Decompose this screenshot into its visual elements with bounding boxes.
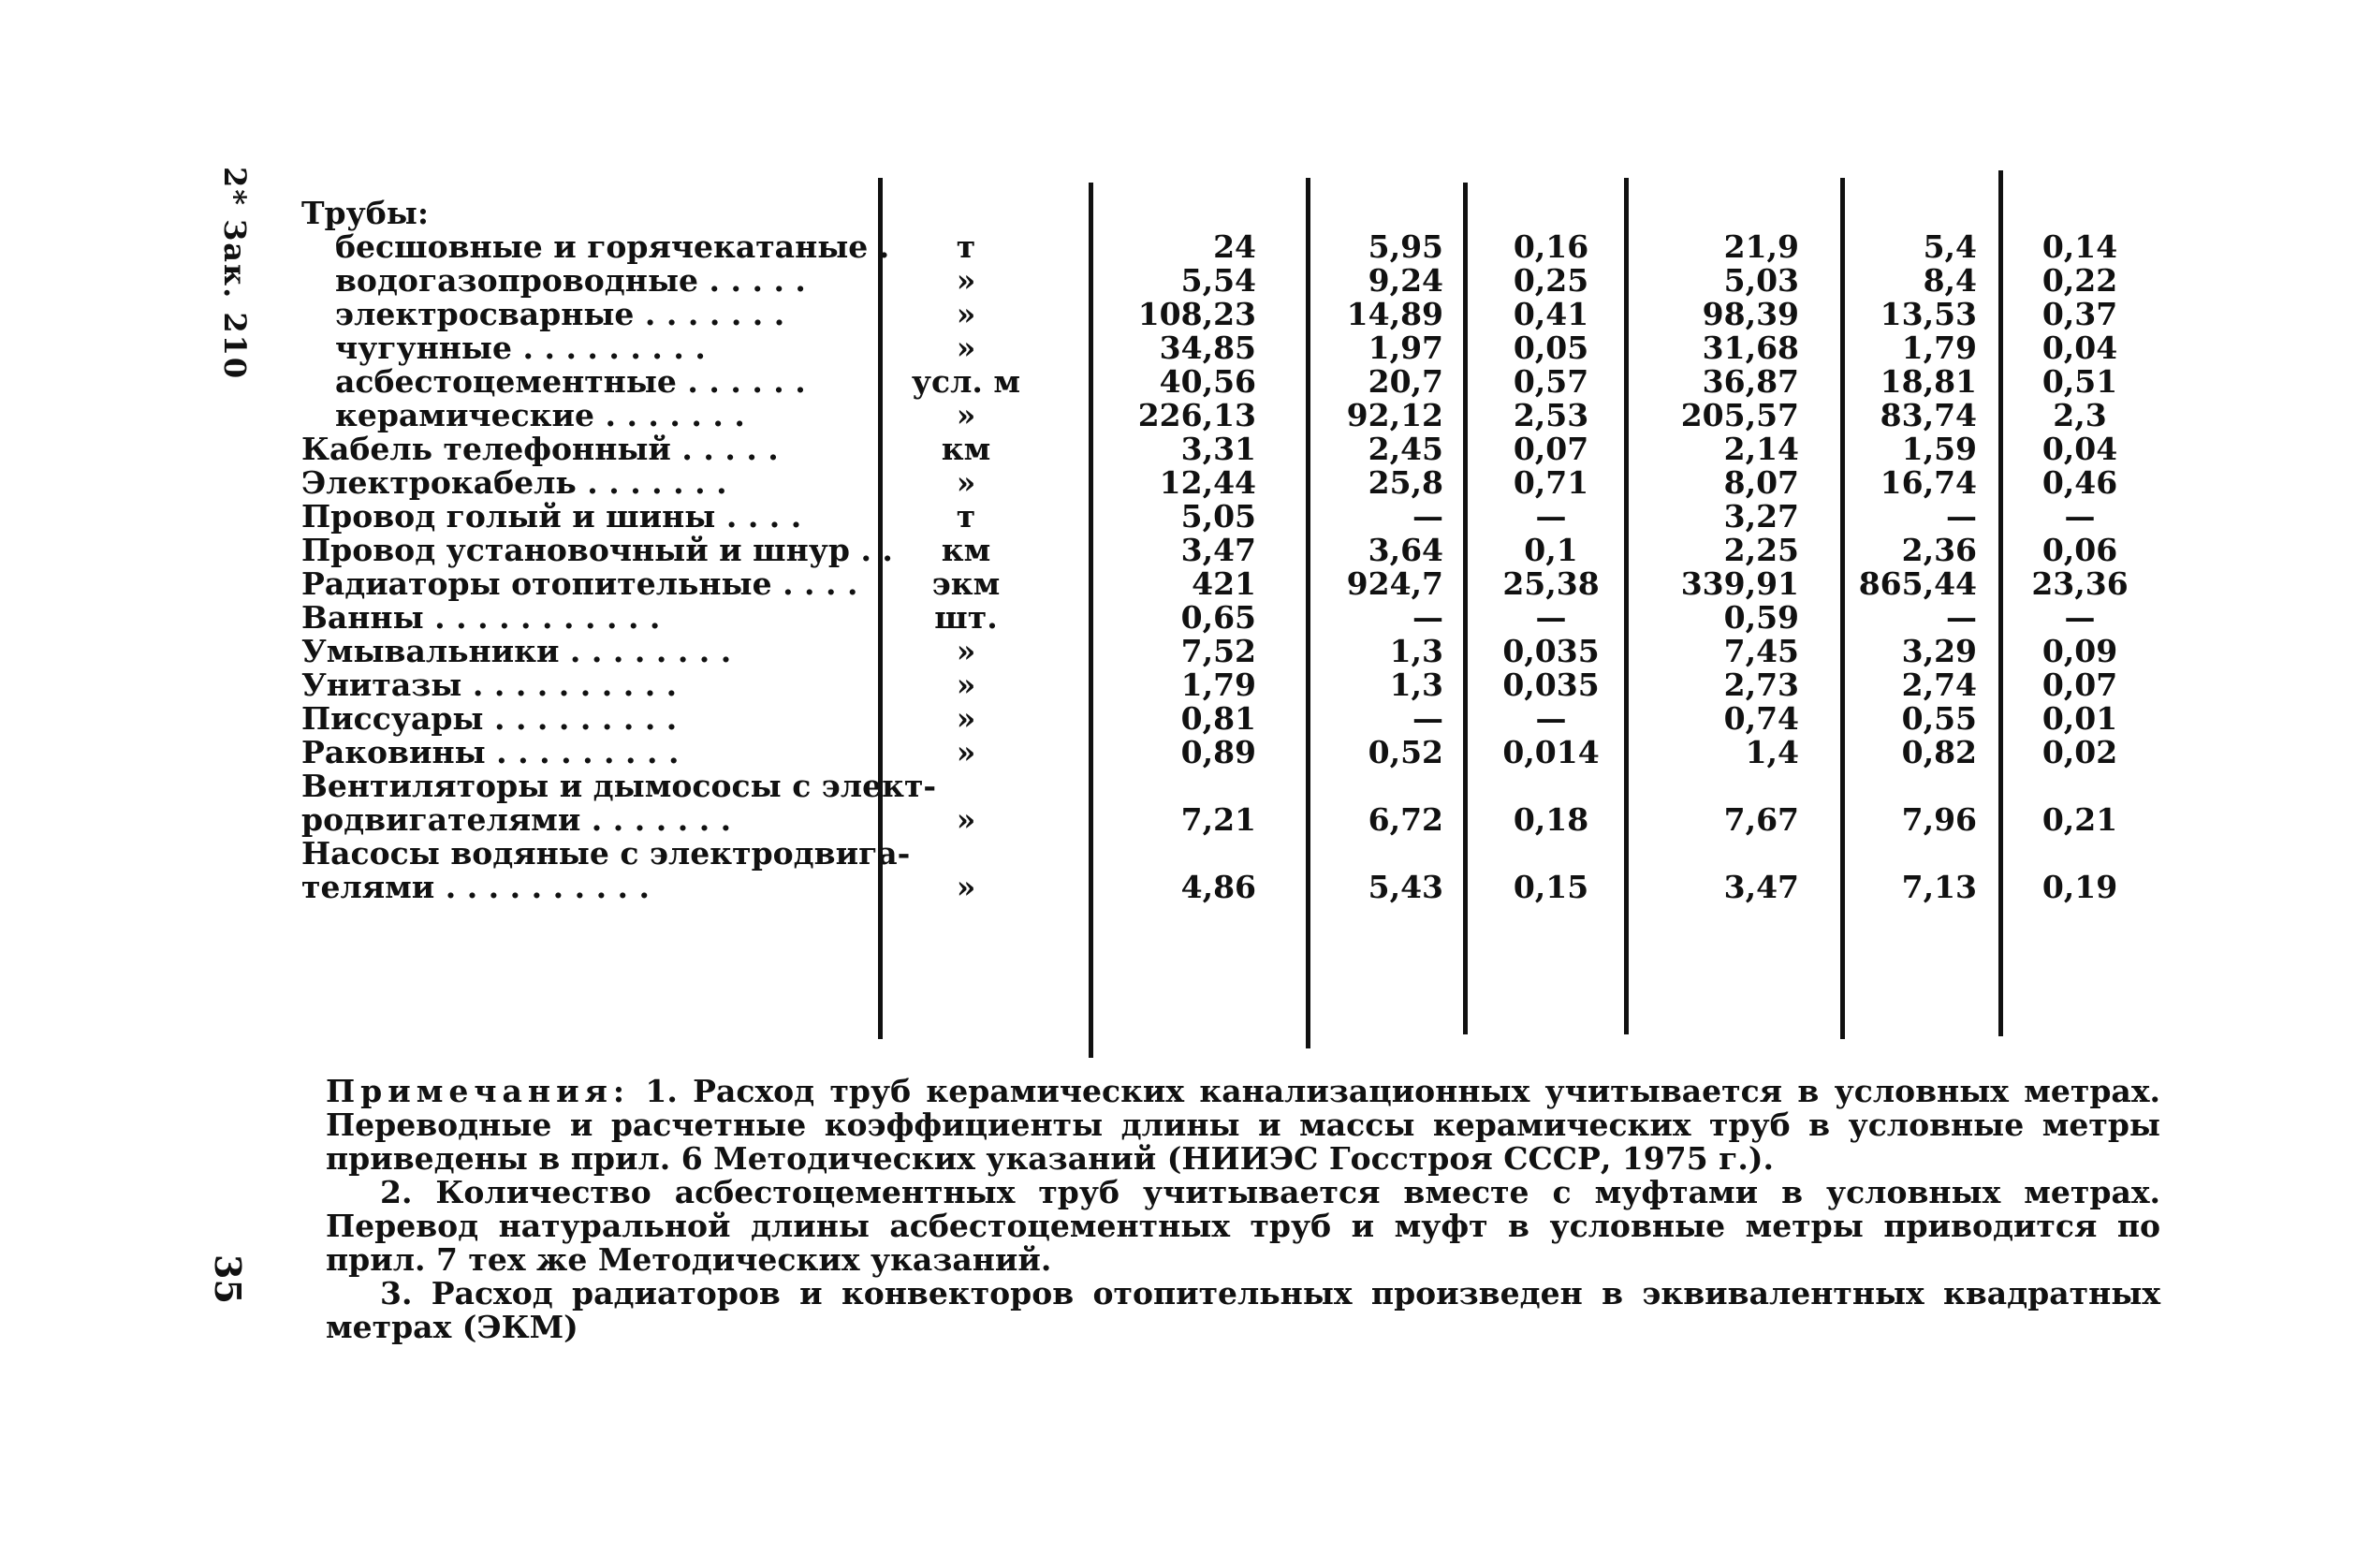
row-value: —	[1946, 599, 1977, 636]
row-value: 40,56	[1159, 363, 1256, 400]
row-value: 5,03	[1723, 262, 1799, 299]
row-unit: т	[956, 498, 976, 535]
row-value: 0,82	[1901, 734, 1977, 770]
row-value: —	[1412, 498, 1443, 535]
row-value: 1,97	[1368, 330, 1443, 366]
row-value: 1,79	[1901, 330, 1977, 366]
row-value: 0,52	[1368, 734, 1443, 770]
row-value: 108,23	[1137, 296, 1256, 332]
row-unit: »	[956, 633, 976, 669]
row-name: чугунные . . . . . . . . .	[335, 330, 706, 366]
row-value: 7,52	[1180, 633, 1256, 669]
row-value: 7,96	[1901, 801, 1977, 838]
table-row	[301, 365, 2155, 399]
row-unit: »	[956, 801, 976, 838]
row-value: 14,89	[1346, 296, 1443, 332]
table-row	[301, 466, 2155, 500]
row-value: 205,57	[1680, 397, 1799, 433]
row-value: —	[2064, 498, 2096, 535]
row-value: 20,7	[1368, 363, 1443, 400]
table-row	[301, 534, 2155, 567]
note-1	[326, 1075, 2160, 1176]
row-unit: км	[941, 532, 991, 568]
row-value: 1,59	[1901, 431, 1977, 467]
row-name: бесшовные и горячекатаные .	[335, 228, 890, 265]
row-unit: т	[956, 228, 976, 265]
row-value: 0,04	[2041, 431, 2118, 467]
row-name: Провод голый и шины . . . .	[301, 498, 802, 535]
table-row	[301, 702, 2155, 736]
row-value: 2,74	[1901, 667, 1977, 703]
row-value: 7,13	[1901, 869, 1977, 905]
row-value: 3,31	[1180, 431, 1256, 467]
row-value: 0,22	[2041, 262, 2118, 299]
row-value: 3,64	[1368, 532, 1443, 568]
row-value: 83,74	[1880, 397, 1977, 433]
row-value: 0,07	[1513, 431, 1589, 467]
row-value: 3,29	[1901, 633, 1977, 669]
row-value: 0,02	[2041, 734, 2118, 770]
row-name: Раковины . . . . . . . . .	[301, 734, 680, 770]
row-value: 0,04	[2041, 330, 2118, 366]
table-row	[301, 837, 2155, 904]
table-row	[301, 500, 2155, 534]
row-value: 24	[1213, 228, 1256, 265]
row-value: 0,25	[1513, 262, 1589, 299]
row-name: керамические . . . . . . .	[335, 397, 745, 433]
row-value: 4,86	[1180, 869, 1256, 905]
row-value: 865,44	[1858, 565, 1977, 602]
row-unit: шт.	[934, 599, 998, 636]
row-value: —	[1412, 700, 1443, 737]
row-name: Провод установочный и шнур . .	[301, 532, 893, 568]
row-value: 3,47	[1180, 532, 1256, 568]
row-name: Электрокабель . . . . . . .	[301, 464, 727, 501]
row-unit: »	[956, 397, 976, 433]
table-row	[301, 432, 2155, 466]
row-value: 13,53	[1880, 296, 1977, 332]
row-name: Умывальники . . . . . . . .	[301, 633, 732, 669]
row-unit: »	[956, 667, 976, 703]
table-row	[301, 298, 2155, 331]
note-1-text: 1. Расход труб керамических канализационных учитывается в условных метрах. Переводные и расчетные коэффициенты длины и массы керамических труб в условные метры приведены в прил. 6 Методических указаний (НИИЭС Госстроя СССР, 1975 г.).	[326, 1073, 2160, 1177]
row-value: 0,09	[2041, 633, 2118, 669]
row-value: 7,21	[1180, 801, 1256, 838]
row-value: 31,68	[1702, 330, 1799, 366]
row-value: 5,95	[1368, 228, 1443, 265]
row-value: 2,36	[1901, 532, 1977, 568]
row-value: 1,4	[1745, 734, 1799, 770]
row-value: 2,73	[1723, 667, 1799, 703]
row-value: 0,07	[2041, 667, 2118, 703]
row-value: 0,035	[1502, 633, 1600, 669]
row-value: —	[1946, 498, 1977, 535]
row-value: 25,8	[1368, 464, 1443, 501]
row-value: 0,65	[1180, 599, 1256, 636]
row-unit: »	[956, 330, 976, 366]
row-value: 8,4	[1923, 262, 1977, 299]
row-value: 0,16	[1513, 228, 1589, 265]
notes-heading: Примечания:	[326, 1073, 631, 1109]
row-name	[301, 835, 911, 905]
row-value: 226,13	[1137, 397, 1256, 433]
row-value: 21,9	[1723, 228, 1799, 265]
row-value: 7,45	[1723, 633, 1799, 669]
row-name: Унитазы . . . . . . . . . .	[301, 667, 678, 703]
row-name: Писсуары . . . . . . . . .	[301, 700, 678, 737]
table-row	[301, 264, 2155, 298]
row-value: 18,81	[1880, 363, 1977, 400]
row-value: 0,035	[1502, 667, 1600, 703]
row-value: 0,74	[1723, 700, 1799, 737]
row-name: водогазопроводные . . . . .	[335, 262, 806, 299]
row-unit: »	[956, 700, 976, 737]
row-value: 2,53	[1513, 397, 1589, 433]
row-value: 0,55	[1901, 700, 1977, 737]
row-value: 3,27	[1723, 498, 1799, 535]
row-value: —	[1535, 599, 1567, 636]
row-name-line: родвигателями . . . . . . .	[301, 801, 732, 838]
row-unit: »	[956, 734, 976, 770]
row-value: 0,51	[2041, 363, 2118, 400]
row-unit: экм	[931, 565, 1001, 602]
row-value: 5,4	[1923, 228, 1977, 265]
row-unit: км	[941, 431, 991, 467]
row-value: 3,47	[1723, 869, 1799, 905]
row-value: 5,54	[1180, 262, 1256, 299]
row-value: 0,1	[1524, 532, 1578, 568]
table-row	[301, 197, 2155, 230]
table-row	[301, 736, 2155, 769]
row-name-line: телями . . . . . . . . . .	[301, 869, 651, 905]
row-value: 2,45	[1368, 431, 1443, 467]
row-value: 0,59	[1723, 599, 1799, 636]
row-name: Радиаторы отопительные . . . .	[301, 565, 858, 602]
row-value: 0,89	[1180, 734, 1256, 770]
row-value: 0,19	[2041, 869, 2118, 905]
page-number: 35	[207, 1254, 249, 1304]
table-row	[301, 635, 2155, 668]
row-value: 0,41	[1513, 296, 1589, 332]
row-value: 1,3	[1389, 667, 1443, 703]
row-value: —	[1535, 700, 1567, 737]
row-value: 5,05	[1180, 498, 1256, 535]
row-value: 34,85	[1159, 330, 1256, 366]
row-value: 0,46	[2041, 464, 2118, 501]
notes	[326, 1075, 2160, 1344]
row-value: 0,05	[1513, 330, 1589, 366]
note-2: 2. Количество асбестоцементных труб учитывается вместе с муфтами в условных метрах. Перевод натуральной длины асбестоцементных труб и муфт в условные метры приводится по прил. 7 тех же Методических указаний.	[326, 1174, 2160, 1278]
row-name: асбестоцементные . . . . . .	[335, 363, 806, 400]
row-value: 7,67	[1723, 801, 1799, 838]
row-value: 0,01	[2041, 700, 2118, 737]
row-value: 98,39	[1702, 296, 1799, 332]
row-value: 339,91	[1680, 565, 1799, 602]
row-value: 25,38	[1502, 565, 1600, 602]
row-value: 92,12	[1346, 397, 1443, 433]
row-value: —	[1412, 599, 1443, 636]
table-row	[301, 769, 2155, 837]
row-name-line: Насосы водяные с электродвига-	[301, 835, 911, 872]
row-unit: усл. м	[911, 363, 1021, 400]
row-value: 5,43	[1368, 869, 1443, 905]
row-value: 6,72	[1368, 801, 1443, 838]
row-value: 36,87	[1702, 363, 1799, 400]
row-value: 2,25	[1723, 532, 1799, 568]
row-value: 9,24	[1368, 262, 1443, 299]
materials-table	[301, 197, 2155, 904]
row-value: —	[2064, 599, 2096, 636]
row-value: 0,014	[1502, 734, 1600, 770]
row-value: 1,79	[1180, 667, 1256, 703]
row-name: электросварные . . . . . . .	[335, 296, 785, 332]
row-name: Трубы:	[301, 195, 430, 231]
row-value: 0,15	[1513, 869, 1589, 905]
row-unit: »	[956, 296, 976, 332]
row-value: 2,14	[1723, 431, 1799, 467]
row-name: Кабель телефонный . . . . .	[301, 431, 779, 467]
row-value: 0,71	[1513, 464, 1589, 501]
margin-note: 2* Зак. 210	[217, 167, 253, 381]
table-row	[301, 331, 2155, 365]
row-value: 8,07	[1723, 464, 1799, 501]
note-3: 3. Расход радиаторов и конвекторов отопительных произведен в эквивалентных квадратных метрах (ЭКМ)	[326, 1275, 2160, 1345]
row-value: 16,74	[1880, 464, 1977, 501]
row-value: 0,81	[1180, 700, 1256, 737]
row-value: 0,21	[2041, 801, 2118, 838]
table-row	[301, 668, 2155, 702]
row-value: 421	[1192, 565, 1256, 602]
row-value: 0,18	[1513, 801, 1589, 838]
row-value: —	[1535, 498, 1567, 535]
row-unit: »	[956, 464, 976, 501]
row-value: 924,7	[1346, 565, 1443, 602]
row-value: 2,3	[2053, 397, 2107, 433]
table-row	[301, 230, 2155, 264]
table-row	[301, 601, 2155, 635]
row-value: 0,14	[2041, 228, 2118, 265]
row-value: 1,3	[1389, 633, 1443, 669]
row-value: 0,37	[2041, 296, 2118, 332]
row-value: 0,06	[2041, 532, 2118, 568]
row-name	[301, 768, 937, 838]
row-name: Ванны . . . . . . . . . . .	[301, 599, 661, 636]
row-unit: »	[956, 869, 976, 905]
row-value: 12,44	[1159, 464, 1256, 501]
table-row	[301, 399, 2155, 432]
row-value: 0,57	[1513, 363, 1589, 400]
table-row	[301, 567, 2155, 601]
row-value: 23,36	[2031, 565, 2129, 602]
row-unit: »	[956, 262, 976, 299]
row-name-line: Вентиляторы и дымососы с элект-	[301, 768, 937, 804]
